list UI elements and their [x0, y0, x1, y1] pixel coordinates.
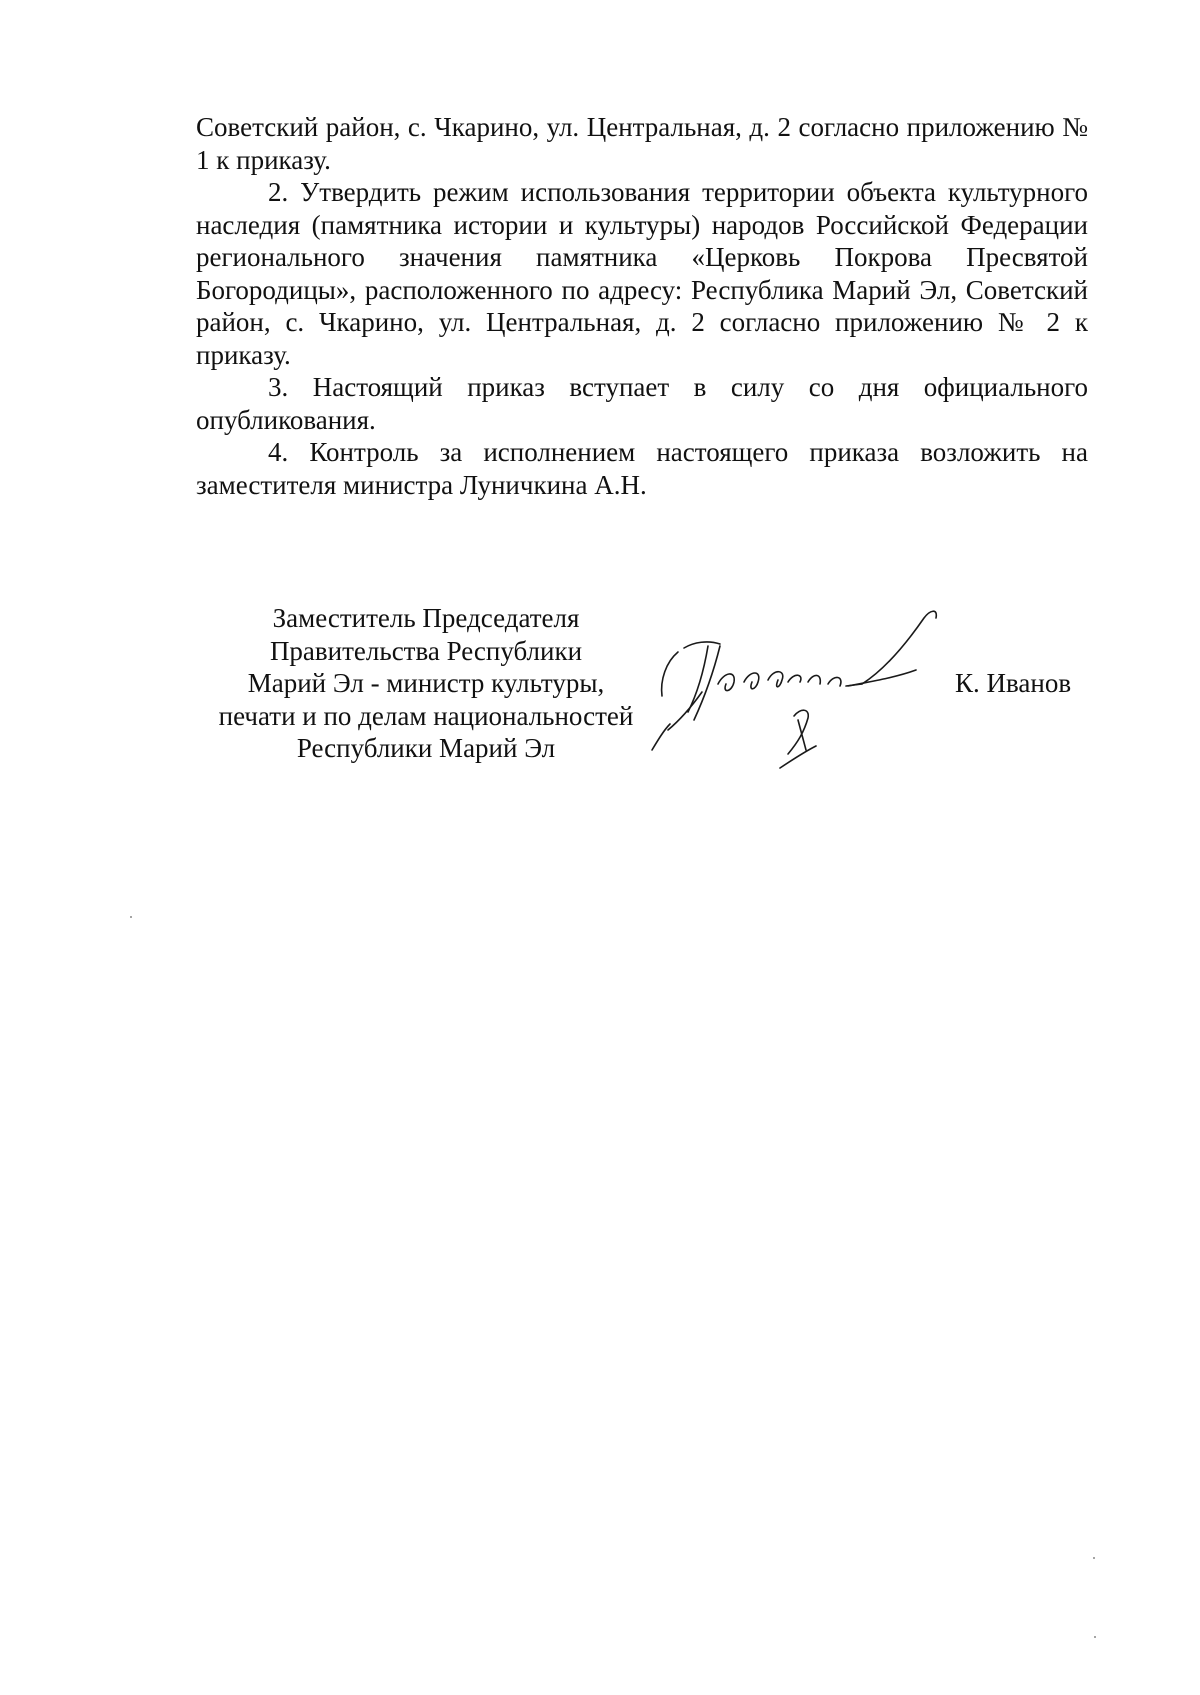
- signatory-title-line: Правительства Республики: [269, 635, 583, 666]
- document-body: [196, 111, 1088, 501]
- signatory-title-line: печати и по делам национальностей: [218, 700, 634, 731]
- scan-artifact: [1093, 1557, 1095, 1559]
- scan-artifact: [1094, 1636, 1096, 1638]
- signatory-title-block: [196, 602, 656, 765]
- scan-artifact: [130, 916, 132, 918]
- signatory-title-line: Марий Эл - министр культуры,: [247, 668, 605, 698]
- handwritten-signature: [648, 600, 1008, 780]
- paragraph-continuation: Советский район, с. Чкарино, ул. Центральная, д. 2 согласно приложению № 1 к приказу.: [196, 112, 1088, 175]
- signatory-title-line: Республики Марий Эл: [296, 733, 556, 763]
- signatory-title-line: Заместитель Председателя: [272, 603, 580, 633]
- paragraph-item-2: 2. Утвердить режим использования территории объекта культурного наследия (памятника истории и культуры) народов Российской Федерации регионального значения памятника «Церковь Покрова Пресвятой Богородицы», расположенного по адресу: Республика Марий Эл, Советский район, с. Чкарино, ул. Центральная, д. 2 согласно приложению № 2 к приказу.: [196, 177, 1088, 370]
- paragraph-item-3: 3. Настоящий приказ вступает в силу со дня официального опубликования.: [196, 372, 1088, 435]
- signatory-name: К. Иванов: [955, 668, 1072, 698]
- paragraph-item-4: 4. Контроль за исполнением настоящего приказа возложить на заместителя министра Луничкина А.Н.: [196, 437, 1088, 500]
